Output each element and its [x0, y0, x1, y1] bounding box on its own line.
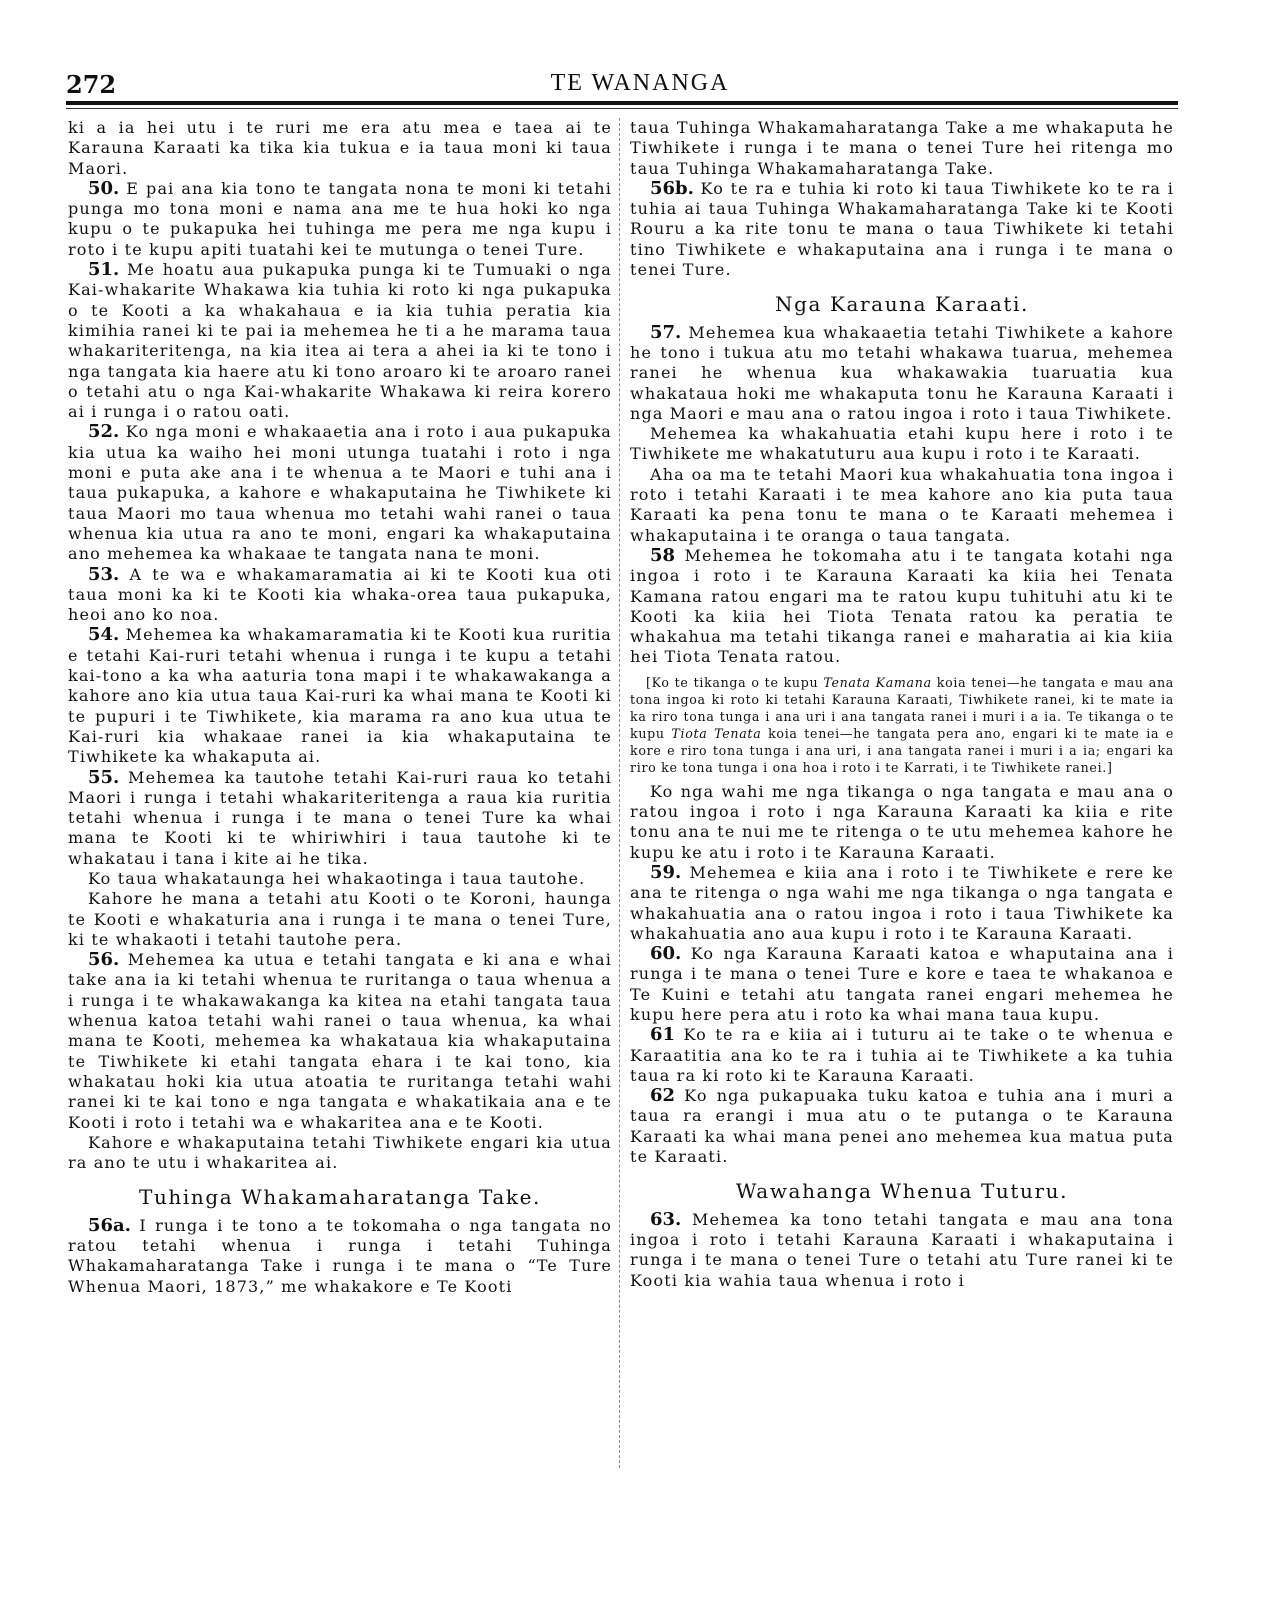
section-paragraph	[68, 260, 612, 422]
paragraph-text: Mehemea he tokomaha atu i te tangata kotahi nga ingoa i roto i te Karauna Karaati ka kiia hei Tenata Kamana ratou engari ma te ratou kupu tuhituhi atu ki te Kooti ka kiia hei Tiota Tenata ratou ka peratia te whakahua ma tetahi tikanga ranei e maharatia ai kia kiia hei Tiota Tenata ratou.	[630, 545, 1174, 667]
section-number: 58	[650, 544, 676, 566]
paragraph-text: taua Tuhinga Whakamaharatanga Take a me whakaputa he Tiwhikete i runga i te mana o tenei Ture hei ritenga mo taua Tuhinga Whakamaharatanga Take.	[630, 118, 1174, 178]
section-number: 59.	[650, 861, 682, 883]
section-paragraph	[68, 1216, 612, 1297]
paragraph-text: Mehemea e kiia ana i roto i te Tiwhikete e rere ke ana te ritenga o nga wahi me nga tikanga o nga tangata e whakahuatia ana o ratou ingoa i roto i taua Tiwhikete ka whakahuatia ano aua kupu i roto i te Karauna Karaati.	[630, 862, 1174, 943]
paragraph-text: Ko taua whakataunga hei whakaotinga i taua tautohe.	[88, 868, 586, 888]
paragraph-text: Me hoatu aua pukapuka punga ki te Tumuaki o nga Kai-whakarite Whakawa kia tuhia ki roto ki nga pukapuka o te Kooti a ka whakahaua e ia kia tuhia peratia kia kimihia ranei ki te pai ia mehemea he ti a he marama taua whakariteritenga, na kia itea ai tera a ahei ia ki te tono i nga tangata kia haere atu ki tono aroaro ki te aroaro ranei o tetahi atu o nga Kai-whakarite Whakawa ki reira korero ai i runga i o ratou oati.	[68, 260, 612, 422]
section-paragraph	[68, 118, 612, 179]
paragraph-text: Mehemea ka utua e tetahi tangata e ki ana e whai take ana ia ki tetahi whenua te ruritanga o taua whenua a i runga i te whakawakanga ka kitea na etahi tangata taua whenua katoa tetahi wahi ranei o taua whenua, ka whai mana te Kooti, mehemea ka whakataua kia whakaputaina te Tiwhikete ki etahi tangata ehara i te kai tono, kia whakatau hoki kia utua atoatia te ruritanga tetahi wahi ranei ki te kai tono e nga tangata e whakatikaia ana e te Kooti i roto i tetahi wa e whakaritea ana e te Kooti.	[68, 950, 612, 1132]
newspaper-title: TE WANANGA	[550, 70, 730, 96]
paragraph-text: Mehemea ka whakahuatia etahi kupu here i roto i te Tiwhikete me whakatuturu aua kupu i roto i te Karaati.	[630, 424, 1174, 464]
paragraph-text: Mehemea ka tautohe tetahi Kai-ruri raua ko tetahi Maori i runga i tetahi whakariteritenga a raua kia ruritia tetahi whenua i runga i te mana o tenei Ture ka whai mana te Kooti ki te whiriwhiri i taua tautohe ki te whakatau i tana i kite ai he tika.	[68, 767, 612, 868]
section-heading: Wawahanga Whenua Tuturu.	[735, 1179, 1069, 1204]
left-column	[68, 118, 612, 1297]
paragraph-text: Mehemea kua whakaaetia tetahi Tiwhikete a kahore he tono i tukua atu mo tetahi whakawa tuarua, mehemea ranei he whenua kua whakawakia tuaruatia kua whakataua hoki me whakaputa tonu he Karauna Karaati i nga Maori e mau ana o ratou ingoa i roto i taua Tiwhikete.	[630, 322, 1174, 423]
column-divider	[619, 118, 620, 1468]
paragraph-text: ki a ia hei utu i te ruri me era atu mea e taea ai te Karauna Karaati ka tika kia tukua e ia taua moni ki taua Maori.	[68, 118, 612, 178]
section-number: 62	[650, 1085, 676, 1107]
section-number: 55.	[88, 766, 120, 788]
section-number: 54.	[88, 624, 120, 646]
editorial-note	[630, 674, 1174, 776]
section-paragraph	[68, 889, 612, 950]
paragraph-text: Ko te ra e tuhia ki roto ki taua Tiwhikete ko te ra i tuhia ai taua Tuhinga Whakamaharatanga Take ki te Kooti Rouru a ka rite tonu te mana o taua Tiwhikete ki tetahi tino Tiwhikete e whakaputaina ana i runga i te mana o tenei Ture.	[630, 178, 1174, 280]
section-paragraph	[630, 546, 1174, 668]
section-paragraph	[68, 869, 612, 889]
section-number: 50.	[88, 177, 120, 199]
section-number: 53.	[88, 563, 120, 585]
paragraph-text: Mehemea ka whakamaramatia ki te Kooti kua ruritia e tetahi Kai-ruri tetahi whenua i runga i te kupu a tetahi kai-tono a ka wha aaturia tona mapi i te whakawakanga a kahore ano kia utua taua Kai-ruri ka whai mana te Kooti ki te pupuri i te Tiwhikete, kia marama ra ano kua utua te Kai-ruri kia whakaae ranei ia kia whakaputaina te Tiwhikete ka whakaputa ai.	[68, 625, 612, 767]
section-paragraph	[630, 1086, 1174, 1167]
section-paragraph	[68, 179, 612, 260]
paragraph-text: E pai ana kia tono te tangata nona te moni ki tetahi punga mo tona moni e nama ana me te hua hoki ko nga kupu o te pukapuka hei tuhinga me pera me nga kupu i roto i te kupu apiti tuatahi kei te mutunga o tenei Ture.	[68, 178, 612, 259]
right-column	[630, 118, 1174, 1291]
section-number: 51.	[88, 259, 120, 281]
section-paragraph	[68, 422, 612, 564]
section-paragraph	[630, 1025, 1174, 1086]
section-heading: Tuhinga Whakamaharatanga Take.	[139, 1185, 541, 1210]
section-number: 60.	[650, 943, 682, 965]
section-paragraph	[68, 565, 612, 626]
section-heading: Nga Karauna Karaati.	[774, 292, 1030, 317]
section-number: 56b.	[650, 177, 694, 199]
paragraph-text: Ko nga moni e whakaaetia ana i roto i aua pukapuka kia utua ka waiho hei moni utunga tuatahi i roto i nga moni e puta ake ana i te whenua a te Maori e tuhi ana i taua pukapuka, a kahore e whakaputaina he Tiwhikete ki taua Maori mo taua whenua mo tetahi wahi ranei o taua whenua kia utua ra ano te moni, engari ka whakaputaina ano mehemea ka whakaae te tangata nana te moni.	[68, 422, 612, 564]
section-paragraph	[630, 424, 1174, 465]
section-number: 56a.	[88, 1214, 131, 1236]
paragraph-text: Kahore e whakaputaina tetahi Tiwhikete engari kia utua ra ano te utu i whakaritea ai.	[68, 1132, 612, 1173]
section-paragraph	[68, 625, 612, 767]
section-number: 57.	[650, 321, 682, 343]
paragraph-text: Ko te ra e kiia ai i tuturu ai te take o te whenua e Karaatitia ana ko te ra i tuhia ai te Tiwhikete a ka tuhia taua ra ki roto ki te Karauna Karaati.	[630, 1025, 1174, 1085]
header-rule-thin	[66, 108, 1178, 109]
section-paragraph	[68, 950, 612, 1133]
note-term: Tiota Tenata	[671, 725, 762, 741]
section-paragraph	[68, 1133, 612, 1174]
paragraph-text: A te wa e whakamaramatia ai ki te Kooti kua oti taua moni ka ki te Kooti kia whaka-orea taua pukapuka, heoi ano ko noa.	[68, 564, 612, 625]
section-number: 61	[650, 1024, 676, 1046]
paragraph-text: I runga i te tono a te tokomaha o nga tangata no ratou tetahi whenua i runga i tetahi Tuhinga Whakamaharatanga Take i runga i te mana o “Te Ture Whenua Maori, 1873,” me whakakore e Te Kooti	[68, 1215, 612, 1296]
note-text: [Ko te tikanga o te kupu	[646, 674, 824, 690]
section-paragraph	[630, 118, 1174, 179]
section-number: 52.	[88, 421, 120, 443]
section-paragraph	[630, 1210, 1174, 1291]
paragraph-text: Ko nga pukapuaka tuku katoa e tuhia ana i muri a taua ra erangi i mua atu o te putanga o te Karauna Karaati ka whai mana penei ano mehemea kua matua puta te Karaati.	[630, 1086, 1174, 1167]
paragraph-text: Kahore he mana a tetahi atu Kooti o te Koroni, haunga te Kooti e whakaturia ana i runga i te mana o tenei Ture, ki te whakaoti i tetahi tautohe pera.	[68, 889, 612, 949]
section-number: 56.	[88, 949, 120, 971]
page-number: 272	[66, 70, 117, 99]
section-paragraph	[630, 465, 1174, 546]
section-paragraph	[630, 323, 1174, 424]
section-paragraph	[630, 782, 1174, 863]
paragraph-text: Aha oa ma te tetahi Maori kua whakahuatia tona ingoa i roto i tetahi Karaati i te mea kahore ano kia puta taua Karaati ka pena tonu te mana o te Karaati mehemea i whakaputaina i te oranga o taua tangata.	[630, 464, 1174, 545]
paragraph-text: Ko nga wahi me nga tikanga o nga tangata e mau ana o ratou ingoa i roto i nga Karauna Karaati ka kiia e rite tonu ana te nui me te ritenga o te utu mehemea kahore he kupu ke atu i roto i te Karauna Karaati.	[630, 781, 1174, 862]
note-term: Tenata Kamana	[823, 674, 932, 690]
header-rule-thick	[66, 101, 1178, 105]
paragraph-text: Ko nga Karauna Karaati katoa e whaputaina ana i runga i te mana o tenei Ture e kore e taea te whakanoa e Te Kuini e tetahi atu tangata ranei engari mehemea he kupu here pera atu i roto ka whai mana taua kupu.	[630, 944, 1174, 1024]
section-paragraph	[68, 768, 612, 869]
note-text: koia tenei—he tangata pera ano, engari ki te mate ia e kore e riro tona tunga i ana uri, i ana tangata ranei i muri i a ia; engari ka riro ke tona tunga i ona hoa i roto i te Karrati, i te Tiwhikete ranei.]	[630, 725, 1174, 775]
paragraph-text: Mehemea ka tono tetahi tangata e mau ana tona ingoa i roto i tetahi Karauna Karaati i whakaputaina i runga i te mana o tenei Ture o tetahi atu Ture ranei ki te Kooti kia wahia taua whenua i roto i	[630, 1209, 1174, 1290]
section-number: 63.	[650, 1208, 682, 1230]
section-paragraph	[630, 944, 1174, 1025]
section-paragraph	[630, 179, 1174, 280]
section-paragraph	[630, 863, 1174, 944]
note-text: koia tenei—he tangata e mau ana tona ingoa ki roto ki tetahi Karauna Karaati, Tiwhikete ranei, ki te mate ia ka riro tona tunga i ana uri i ana tangata ranei i muri i a ia. Te tikanga o te kupu	[630, 674, 1174, 741]
